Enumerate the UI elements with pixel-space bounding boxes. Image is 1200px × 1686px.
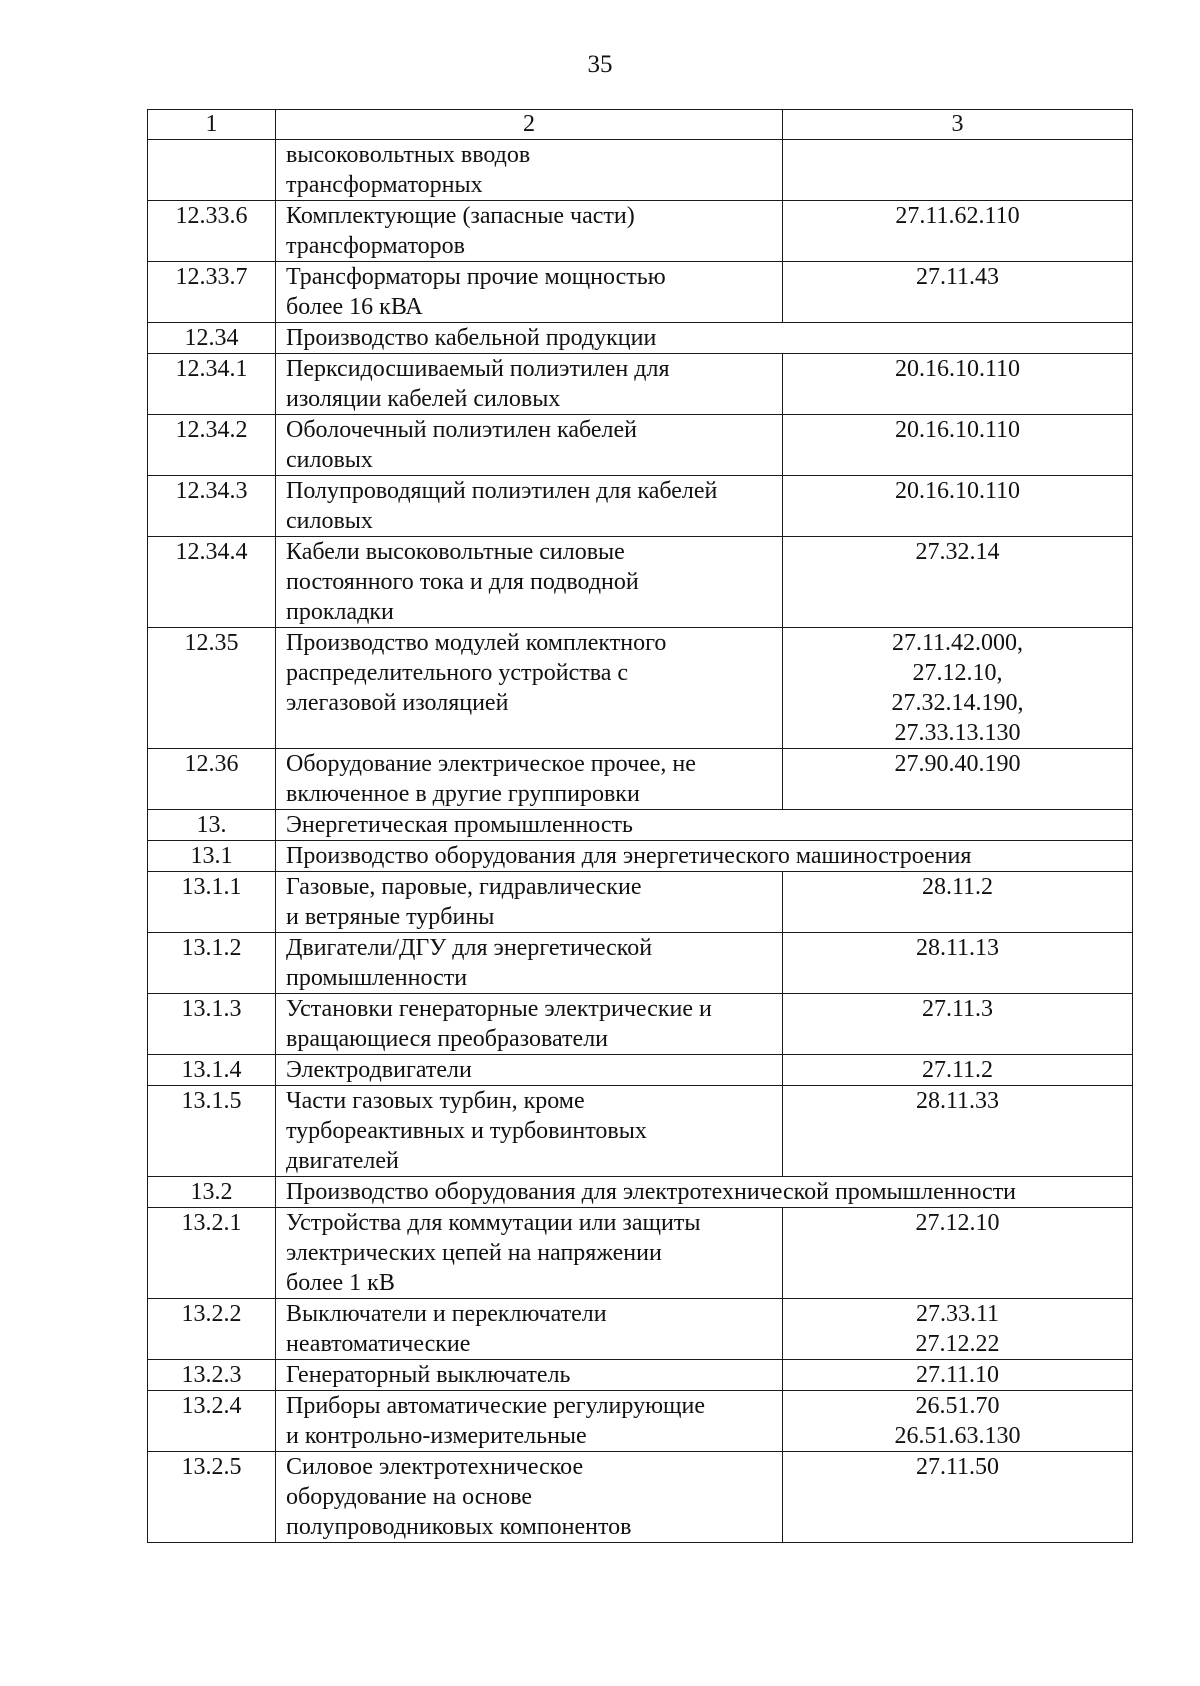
row-description <box>276 872 783 933</box>
description-line: промышленности <box>286 965 468 991</box>
description-line: силовых <box>286 508 373 534</box>
row-description <box>276 476 783 537</box>
description-line: включенное в другие группировки <box>286 781 640 807</box>
row-okpd-codes <box>783 994 1133 1055</box>
table-row <box>148 140 1133 201</box>
code-line: 27.11.10 <box>915 1362 1000 1388</box>
code-line: 27.11.3 <box>921 996 994 1022</box>
description-line: Комплектующие (запасные части) <box>286 203 635 229</box>
row-description <box>276 1452 783 1543</box>
row-description <box>276 354 783 415</box>
description-line: вращающиеся преобразователи <box>286 1026 609 1052</box>
row-okpd-codes <box>783 933 1133 994</box>
row-okpd-codes <box>783 354 1133 415</box>
row-description <box>276 841 1133 872</box>
description-line: Электродвигатели <box>286 1057 472 1083</box>
row-description <box>276 1177 1133 1208</box>
row-okpd-codes <box>783 262 1133 323</box>
row-okpd-codes <box>783 872 1133 933</box>
row-description <box>276 1360 783 1391</box>
description-line: Энергетическая промышленность <box>286 812 633 838</box>
description-line: Производство модулей комплектного <box>286 630 667 656</box>
description-line: Оборудование электрическое прочее, не <box>286 751 696 777</box>
row-number: 12.36 <box>148 749 276 810</box>
row-okpd-codes <box>783 476 1133 537</box>
code-line: 27.11.42.000, <box>891 630 1024 656</box>
table-row <box>148 841 1133 872</box>
description-line: более 16 кВА <box>286 294 423 320</box>
header-col-1: 1 <box>148 110 276 140</box>
row-description <box>276 810 1133 841</box>
description-line: Устройства для коммутации или защиты <box>286 1210 701 1236</box>
description-line: Производство оборудования для энергетического машиностроения <box>286 843 972 869</box>
description-line: силовых <box>286 447 373 473</box>
row-description <box>276 933 783 994</box>
description-line: прокладки <box>286 599 394 625</box>
description-line: оборудование на основе <box>286 1484 533 1510</box>
row-description <box>276 1086 783 1177</box>
row-number: 13.1.4 <box>148 1055 276 1086</box>
description-line: Двигатели/ДГУ для энергетической <box>286 935 653 961</box>
row-number: 12.34 <box>148 323 276 354</box>
description-line: Производство оборудования для электротехнической промышленности <box>286 1179 1017 1205</box>
row-okpd-codes <box>783 749 1133 810</box>
table-row <box>148 201 1133 262</box>
row-number: 12.34.1 <box>148 354 276 415</box>
description-line: трансформаторов <box>286 233 465 259</box>
table-row <box>148 1055 1133 1086</box>
table-row <box>148 323 1133 354</box>
code-line: 28.11.2 <box>921 874 994 900</box>
row-number: 12.35 <box>148 628 276 749</box>
row-okpd-codes <box>783 1299 1133 1360</box>
row-number: 13.1.3 <box>148 994 276 1055</box>
row-description <box>276 262 783 323</box>
table-row <box>148 354 1133 415</box>
description-line: трансформаторных <box>286 172 483 198</box>
row-description <box>276 628 783 749</box>
row-number: 13.1.1 <box>148 872 276 933</box>
code-line: 27.12.10 <box>915 1210 1000 1236</box>
code-line: 27.33.11 <box>915 1301 1000 1327</box>
table-row <box>148 994 1133 1055</box>
description-line: Генераторный выключатель <box>286 1362 571 1388</box>
table-row <box>148 1299 1133 1360</box>
classification-table <box>147 109 1133 1543</box>
table-row <box>148 415 1133 476</box>
description-line: Перксидосшиваемый полиэтилен для <box>286 356 670 382</box>
row-description <box>276 1391 783 1452</box>
row-description <box>276 537 783 628</box>
description-line: Выключатели и переключатели <box>286 1301 607 1327</box>
row-number: 13.1.5 <box>148 1086 276 1177</box>
table-row <box>148 1452 1133 1543</box>
description-line: турбореактивных и турбовинтовых <box>286 1118 647 1144</box>
table-row <box>148 1086 1133 1177</box>
code-line: 26.51.70 <box>915 1393 1000 1419</box>
row-number: 13.2.5 <box>148 1452 276 1543</box>
description-line: Производство кабельной продукции <box>286 325 657 351</box>
description-line: двигателей <box>286 1148 399 1174</box>
table-header-row <box>148 110 1133 140</box>
table-row <box>148 1208 1133 1299</box>
code-line: 27.32.14.190, <box>891 690 1024 716</box>
description-line: Полупроводящий полиэтилен для кабелей <box>286 478 718 504</box>
row-description <box>276 323 1133 354</box>
description-line: Части газовых турбин, кроме <box>286 1088 585 1114</box>
table-row <box>148 537 1133 628</box>
row-okpd-codes <box>783 628 1133 749</box>
row-number: 13.2.4 <box>148 1391 276 1452</box>
code-line: 20.16.10.110 <box>894 478 1021 504</box>
table-row <box>148 933 1133 994</box>
description-line: полупроводниковых компонентов <box>286 1514 632 1540</box>
row-number: 12.34.4 <box>148 537 276 628</box>
code-line: 20.16.10.110 <box>894 417 1021 443</box>
row-number: 12.33.6 <box>148 201 276 262</box>
code-line: 28.11.33 <box>915 1088 1000 1114</box>
description-line: и контрольно-измерительные <box>286 1423 587 1449</box>
description-line: электрических цепей на напряжении <box>286 1240 662 1266</box>
table-row <box>148 1360 1133 1391</box>
code-line: 27.11.43 <box>915 264 1000 290</box>
row-description <box>276 994 783 1055</box>
row-number <box>148 140 276 201</box>
description-line: Силовое электротехническое <box>286 1454 584 1480</box>
row-okpd-codes <box>783 1208 1133 1299</box>
row-okpd-codes <box>783 1360 1133 1391</box>
code-line: 27.11.62.110 <box>895 203 1020 229</box>
page-number: 35 <box>587 51 613 78</box>
row-description <box>276 1208 783 1299</box>
row-number: 13.2 <box>148 1177 276 1208</box>
row-okpd-codes <box>783 415 1133 476</box>
description-line: Кабели высоковольтные силовые <box>286 539 625 565</box>
description-line: высоковольтных вводов <box>286 142 531 168</box>
row-number: 12.34.3 <box>148 476 276 537</box>
row-description <box>276 415 783 476</box>
description-line: элегазовой изоляцией <box>286 690 509 716</box>
row-okpd-codes <box>783 537 1133 628</box>
table-row <box>148 810 1133 841</box>
description-line: постоянного тока и для подводной <box>286 569 639 595</box>
code-line: 20.16.10.110 <box>894 356 1021 382</box>
code-line: 27.33.13.130 <box>894 720 1021 746</box>
row-okpd-codes <box>783 201 1133 262</box>
code-line: 28.11.13 <box>915 935 1000 961</box>
row-okpd-codes <box>783 1391 1133 1452</box>
row-description <box>276 140 783 201</box>
row-description <box>276 749 783 810</box>
table-row <box>148 1391 1133 1452</box>
table-row <box>148 872 1133 933</box>
code-line: 27.12.10, <box>912 660 1003 686</box>
row-okpd-codes <box>783 140 1133 201</box>
description-line: неавтоматические <box>286 1331 471 1357</box>
description-line: более 1 кВ <box>286 1270 395 1296</box>
description-line: Установки генераторные электрические и <box>286 996 712 1022</box>
row-number: 13.1 <box>148 841 276 872</box>
code-line: 27.90.40.190 <box>894 751 1021 777</box>
row-number: 13.2.2 <box>148 1299 276 1360</box>
description-line: Трансформаторы прочие мощностью <box>286 264 666 290</box>
description-line: изоляции кабелей силовых <box>286 386 561 412</box>
description-line: Приборы автоматические регулирующие <box>286 1393 705 1419</box>
row-description <box>276 201 783 262</box>
table-row <box>148 1177 1133 1208</box>
description-line: Газовые, паровые, гидравлические <box>286 874 642 900</box>
table-row <box>148 476 1133 537</box>
header-col-2: 2 <box>276 110 783 140</box>
description-line: Оболочечный полиэтилен кабелей <box>286 417 638 443</box>
description-line: распределительного устройства с <box>286 660 629 686</box>
table-row <box>148 749 1133 810</box>
description-line: и ветряные турбины <box>286 904 495 930</box>
row-number: 12.33.7 <box>148 262 276 323</box>
code-line: 27.32.14 <box>915 539 1000 565</box>
row-number: 13.2.1 <box>148 1208 276 1299</box>
row-number: 13.1.2 <box>148 933 276 994</box>
code-line: 27.11.2 <box>921 1057 994 1083</box>
code-line: 27.11.50 <box>915 1454 1000 1480</box>
row-number: 13.2.3 <box>148 1360 276 1391</box>
table-row <box>148 262 1133 323</box>
row-description <box>276 1299 783 1360</box>
row-okpd-codes <box>783 1452 1133 1543</box>
row-number: 12.34.2 <box>148 415 276 476</box>
row-okpd-codes <box>783 1086 1133 1177</box>
code-line: 27.12.22 <box>915 1331 1000 1357</box>
table-row <box>148 628 1133 749</box>
row-number: 13. <box>148 810 276 841</box>
row-okpd-codes <box>783 1055 1133 1086</box>
header-col-3: 3 <box>783 110 1133 140</box>
row-description <box>276 1055 783 1086</box>
code-line: 26.51.63.130 <box>894 1423 1021 1449</box>
